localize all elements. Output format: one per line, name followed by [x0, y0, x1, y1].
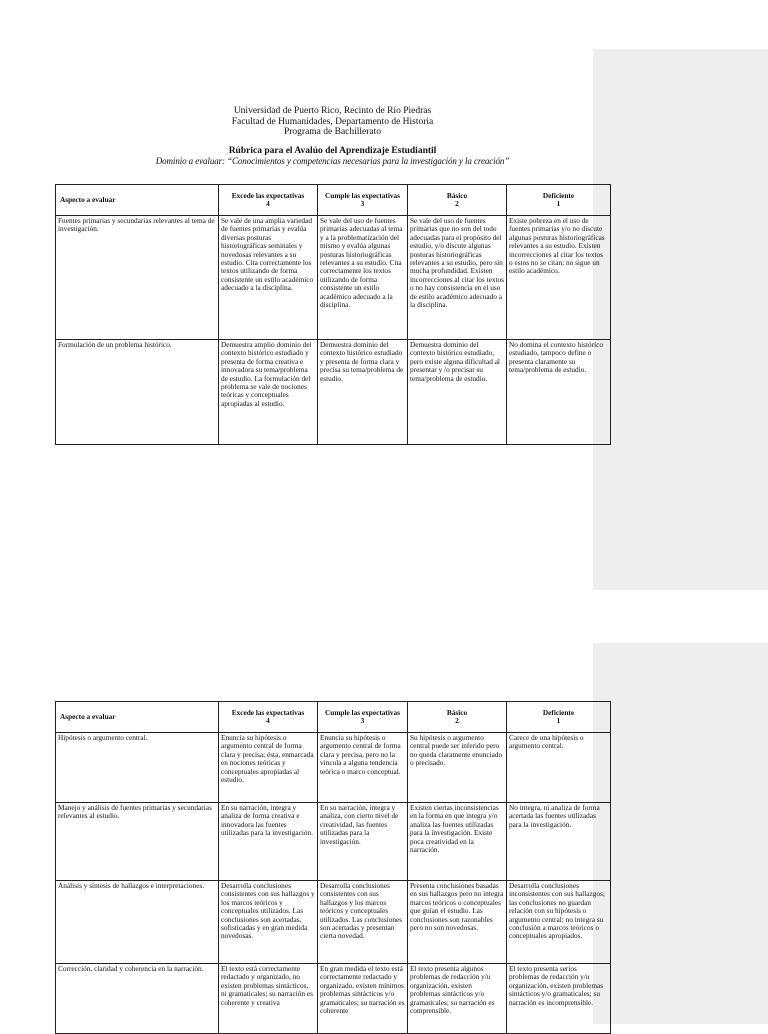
level-score: 1 [556, 199, 561, 208]
level-name: Deficiente [542, 707, 575, 717]
table-row [56, 340, 611, 445]
page-margin-band [593, 49, 768, 590]
level-score: 3 [360, 199, 365, 208]
document-header [55, 106, 610, 166]
level-cell: Se vale del uso de fuentes primarias que no son del todo adecuadas para el propósito del estudio, y/o discute algunas posturas historiográficas relevantes a su estudio, pero sin mucha profundidad. Existen incorrecciones al citar los textos o no hay consistencia en el uso de estilo académico adecuado a la disciplina. [408, 216, 507, 340]
level-header-2 [408, 702, 507, 733]
table-row [56, 881, 611, 964]
faculty-name: Facultad de Humanidades, Departamento de Historia [231, 116, 434, 127]
level-cell: El texto presenta algunos problemas de redacción y/u organización, existen problemas sintácticos y/o gramaticales; su narración es comprensible. [408, 964, 507, 1034]
level-cell: Existe pobreza en el uso de fuentes primarias y/o no discute algunas posturas historiográficas relevantes a su estudio. Existen incorrecciones al citar los textos o estos no se citan; no sigue un estilo académico. [507, 216, 611, 340]
level-header-1 [507, 185, 611, 216]
aspect-header: Aspecto a evaluar [56, 185, 219, 216]
level-header-3 [318, 702, 408, 733]
level-cell: En su narración, integra y analiza de forma creativa e innovadora las fuentes utilizadas para la investigación. [219, 803, 318, 881]
aspect-cell: Hipótesis o argumento central. [56, 733, 219, 803]
level-cell: Demuestra dominio del contexto histórico estudiado, pero existe alguna dificultad al presentar y /o precisar su tema/problema de estudio. [408, 340, 507, 445]
document-page-2 [0, 643, 605, 1024]
rubric-table-page-1 [55, 184, 611, 445]
level-cell: Existen ciertas inconsistencias en la forma en que integra y/o analiza las fuentes utilizadas para la investigación. Existe poca creatividad en la narración. [408, 803, 507, 881]
table-row [56, 964, 611, 1034]
level-cell: En su narración, integra y analiza, con cierto nivel de creatividad, las fuentes utilizadas para la investigación. [318, 803, 408, 881]
level-cell: Enuncia su hipótesis o argumento central de forma clara y precisa; ésta, enmarcada en nociones teóricas y conceptuales apropiadas al estudio. [219, 733, 318, 803]
level-name: Deficiente [542, 190, 575, 200]
level-cell: En gran medida el texto está correctamente redactado y organizado, existen mínimos problemas sintácticos y/o gramaticales; su narración es coherente [318, 964, 408, 1034]
level-cell: No integra, ni analiza de forma acertada las fuentes utilizadas para la investigación. [507, 803, 611, 881]
level-cell: El texto está correctamente redactado y organizado, no existen problemas sintácticos, ni gramaticales; su narración es coherente y creativa [219, 964, 318, 1034]
document-page-1 [0, 0, 605, 590]
level-cell: Desarrolla conclusiones consistentes con sus hallazgos y los marcos teóricos y conceptuales utilizados. Las conclusiones son acertadas, sofisticadas y en gran medida novedosas. [219, 881, 318, 964]
level-cell: Desarrolla conclusiones consistentes con sus hallazgos y los marcos teóricos y conceptuales utilizados. Las conclusiones son acertadas y presentan cierta novedad. [318, 881, 408, 964]
rubric-table-page-2 [55, 701, 611, 1034]
aspect-cell: Corrección, claridad y coherencia en la narración. [56, 964, 219, 1034]
level-cell: Desarrolla conclusiones inconsistentes con sus hallazgos; las conclusiones no guardan relación con su hipótesis o argumento central; no integra su conclusión a marcos teóricos o conceptuales apropiados. [507, 881, 611, 964]
university-name: Universidad de Puerto Rico, Recinto de Río Piedras [233, 106, 432, 116]
level-cell: Enuncia su hipótesis o argumento central de forma clara y precisa, pero no la vincula a alguna tendencia teórica o marco conceptual. [318, 733, 408, 803]
level-header-1 [507, 702, 611, 733]
level-name: Excede las expectativas [231, 707, 305, 717]
level-header-3 [318, 185, 408, 216]
table-row [56, 803, 611, 881]
page-margin-band [593, 643, 768, 1024]
level-score: 4 [266, 199, 270, 208]
level-cell: Presenta conclusiones basadas en sus hallazgos pero no integra marcos teóricos o conceptuales que guían el estudio. Las conclusiones son razonables pero no son novedosas. [408, 881, 507, 964]
table-row [56, 733, 611, 803]
level-cell: Demuestra amplio dominio del contexto histórico estudiado y presenta de forma creativa e innovadora su tema/problema de estudio. La formulación del problema se vale de nociones teóricas y conceptuales apropiadas al estudio. [219, 340, 318, 445]
aspect-header: Aspecto a evaluar [56, 702, 219, 733]
aspect-cell: Manejo y análisis de fuentes primarias y secundarias relevantes al estudio. [56, 803, 219, 881]
level-cell: Demuestra dominio del contexto histórico estudiado y presenta de forma clara y precisa su tema/problema de estudio. [318, 340, 408, 445]
aspect-cell: Fuentes primarias y secundarias relevantes al tema de investigación. [56, 216, 219, 340]
level-header-4 [219, 185, 318, 216]
level-cell: Su hipótesis o argumento central puede ser inferido pero no queda claramente enunciado o precisado. [408, 733, 507, 803]
level-name: Excede las expectativas [231, 190, 305, 200]
level-score: 3 [360, 716, 365, 725]
table-row [56, 216, 611, 340]
level-cell: Se vale del uso de fuentes primarias adecuadas al tema y a la problematización del mismo y evalúa algunas posturas historiográficas relevantes a su estudio. Cita correctamente los textos utilizando de forma consistente un estilo académico adecuado a la disciplina. [318, 216, 408, 340]
aspect-cell: Análisis y síntesis de hallazgos e interpretaciones. [56, 881, 219, 964]
domain-statement: Dominio a evaluar: “Conocimientos y competencias necesarias para la investigación y la creación” [155, 155, 510, 166]
level-cell: No domina el contexto histórico estudiado, tampoco define o presenta claramente su tema/problema de estudio. [507, 340, 611, 445]
level-cell: El texto presenta serios problemas de redacción y/u organización, existen problemas sintácticos y/o gramaticales; su narración es incomprensible. [507, 964, 611, 1034]
level-score: 1 [556, 716, 561, 725]
level-name: Cumple las expectativas [325, 190, 400, 200]
level-name: Cumple las expectativas [325, 707, 400, 717]
level-name: Básico [446, 190, 468, 200]
table-header-row [56, 702, 611, 733]
level-score: 2 [455, 199, 459, 208]
level-score: 2 [455, 716, 459, 725]
level-cell: Se vale de una amplia variedad de fuentes primarias y evalúa diversas posturas historiográficas seminales y novedosas relevantes a su estudio. Cita correctamente los textos utilizando de forma consistente un estilo académico adecuado a la disciplina. [219, 216, 318, 340]
level-header-4 [219, 702, 318, 733]
aspect-cell: Formulación de un problema histórico. [56, 340, 219, 445]
table-header-row [56, 185, 611, 216]
level-name: Básico [446, 707, 468, 717]
level-cell: Carece de una hipótesis o argumento central. [507, 733, 611, 803]
program-name: Programa de Bachillerato [283, 127, 382, 137]
rubric-title: Rúbrica para el Avalúo del Aprendizaje Estudiantil [228, 145, 437, 156]
level-score: 4 [266, 716, 270, 725]
level-header-2 [408, 185, 507, 216]
